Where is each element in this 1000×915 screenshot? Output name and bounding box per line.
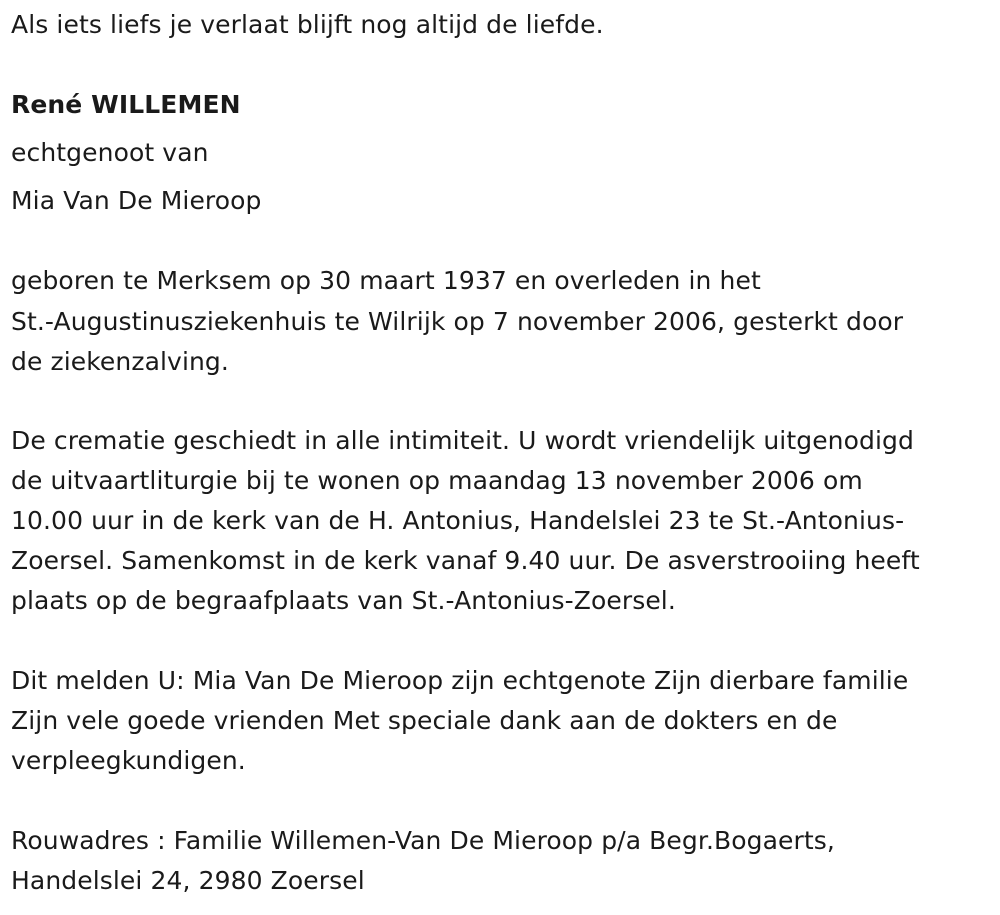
spouse-name: Mia Van De Mieroop — [11, 186, 262, 215]
announcers-line-2: Zijn vele goede vrienden Met speciale dank aan de dokters en de — [11, 706, 838, 735]
announcers-line-3: verpleegkundigen. — [11, 746, 246, 775]
ceremony-line-1: De crematie geschiedt in alle intimiteit. U wordt vriendelijk uitgenodigd — [11, 426, 914, 455]
ceremony-line-2: de uitvaartliturgie bij te wonen op maandag 13 november 2006 om — [11, 466, 863, 495]
announcers-line-1: Dit melden U: Mia Van De Mieroop zijn echtgenote Zijn dierbare familie — [11, 666, 909, 695]
relation-text: echtgenoot van — [11, 138, 209, 167]
birth-death-line-2: St.-Augustinusziekenhuis te Wilrijk op 7 november 2006, gesterkt door — [11, 307, 904, 336]
birth-death-line-1: geboren te Merksem op 30 maart 1937 en overleden in het — [11, 266, 761, 295]
address-line-1: Rouwadres : Familie Willemen-Van De Mieroop p/a Begr.Bogaerts, — [11, 826, 835, 855]
motto: Als iets liefs je verlaat blijft nog altijd de liefde. — [11, 10, 604, 39]
ceremony-line-5: plaats op de begraafplaats van St.-Antonius-Zoersel. — [11, 586, 676, 615]
birth-death-line-3: de ziekenzalving. — [11, 347, 229, 376]
ceremony-line-3: 10.00 uur in de kerk van de H. Antonius, Handelslei 23 te St.-Antonius- — [11, 506, 905, 535]
deceased-name: René WILLEMEN — [11, 90, 241, 119]
address-line-2: Handelslei 24, 2980 Zoersel — [11, 866, 365, 895]
ceremony-line-4: Zoersel. Samenkomst in de kerk vanaf 9.40 uur. De asverstrooiing heeft — [11, 546, 920, 575]
